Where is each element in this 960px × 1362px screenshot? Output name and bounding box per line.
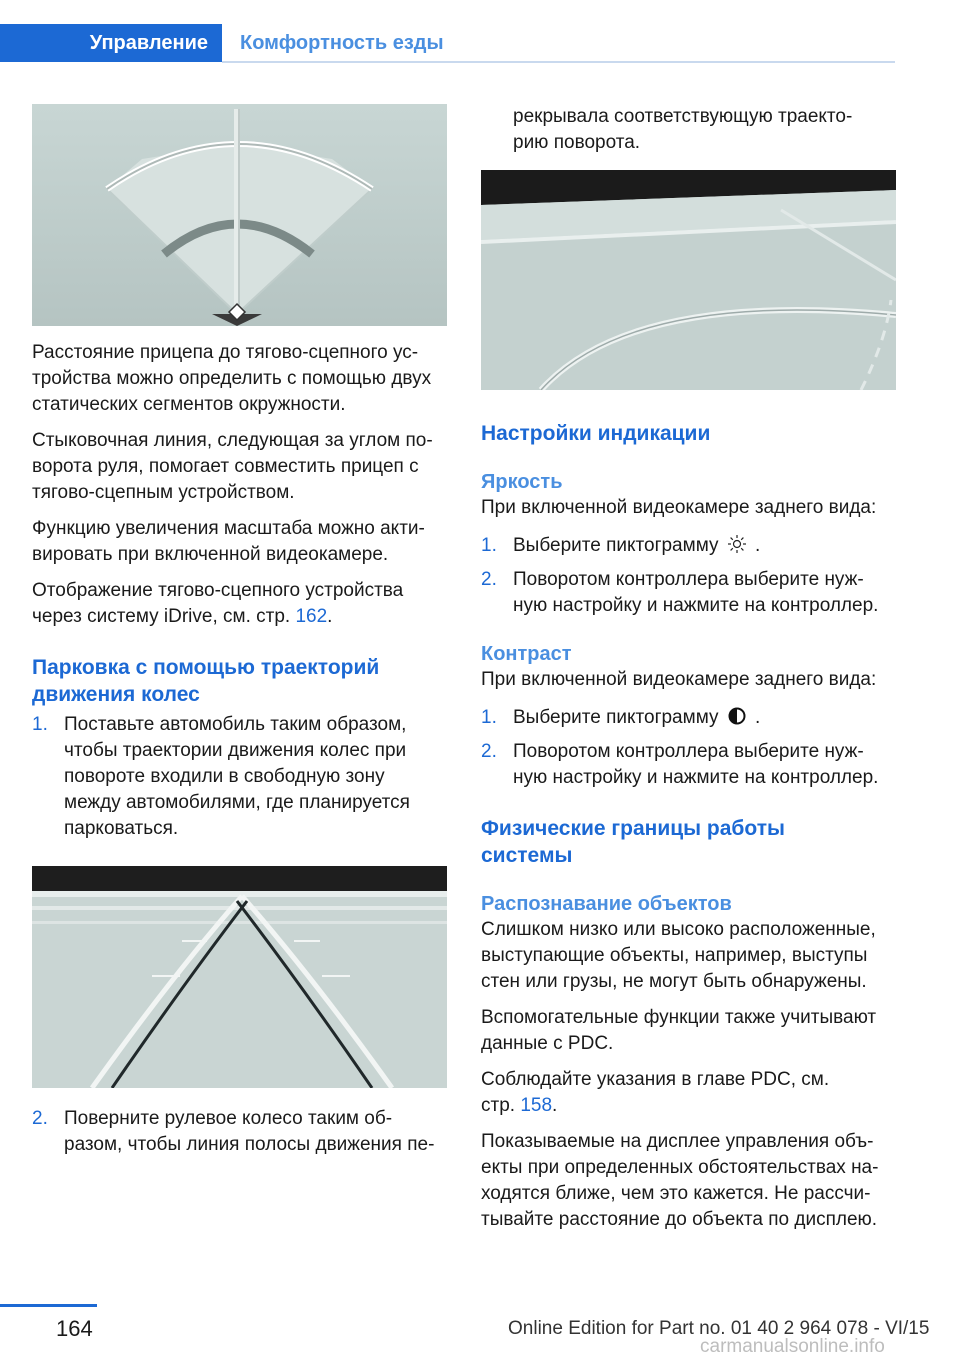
header-tab-active[interactable]: Управление (0, 24, 222, 62)
section-title-parking: Парковка с помощью траекторий движения колес (32, 656, 380, 706)
brightness-step-2: 2. Поворотом контроллера выберите нуж- ную настройку и нажмите на контроллер. (481, 569, 879, 616)
step-number: 2. (481, 569, 497, 590)
page-header (0, 24, 895, 62)
step-number: 2. (32, 1108, 48, 1129)
paragraph-undetectable-objects: Слишком низко или высоко расположенные, выступающие объекты, например, выступы стен или грузы, не могут быть обнаружены. (481, 919, 876, 992)
paragraph-pdc-reference: Соблюдайте указания в главе PDC, см. стр. 158. (481, 1069, 830, 1116)
step-2: 2. Поверните рулевое колесо таким об- разом, чтобы линия полосы движения пе- (32, 1108, 435, 1155)
section-title-display-settings: Настройки индикации (481, 422, 711, 445)
page-link-158[interactable]: 158 (520, 1095, 553, 1116)
lane-line-figure (481, 170, 896, 390)
header-divider (222, 61, 895, 63)
step-number: 1. (32, 714, 48, 735)
paragraph-distance: Расстояние прицепа до тягово-сцепного ус- тройства можно определить с помощью двух статических сегментов окружности. (32, 342, 432, 415)
brightness-intro: При включенной видеокамере заднего вида: (481, 497, 877, 518)
contrast-intro: При включенной видеокамере заднего вида: (481, 669, 877, 690)
wheel-path-figure (32, 866, 447, 1088)
step-number: 1. (481, 535, 497, 556)
edition-text: Online Edition for Part no. 01 40 2 964 078 - VI/15 (508, 1318, 930, 1339)
brightness-icon (724, 534, 750, 554)
page-number: 164 (56, 1316, 93, 1341)
footer-divider (0, 1304, 97, 1307)
paragraph-zoom: Функцию увеличения масштаба можно акти- вировать при включенной видеокамере. (32, 518, 425, 565)
subsection-title-contrast: Контраст (481, 643, 572, 665)
step-number: 2. (481, 741, 497, 762)
watermark: carmanualsonline.info (700, 1336, 885, 1357)
paragraph-display-distance-warning: Показываемые на дисплее управления объ- екты при определенных обстоятельствах на- ходятся ближе, чем это кажется. Не рассчи- тывайте расстояние до объекта по дисплею. (481, 1131, 879, 1230)
section-title-system-limits: Физические границы работы системы (481, 817, 785, 867)
right-column (481, 104, 896, 1243)
contrast-step-1: 1. Выберите пиктограмму . (481, 705, 896, 731)
paragraph-pdc-data: Вспомогательные функции также учитывают данные с PDC. (481, 1007, 877, 1054)
brightness-step-1: 1. Выберите пиктограмму . (481, 533, 896, 559)
step-number: 1. (481, 707, 497, 728)
paragraph-hitch-display: Отображение тягово-сцепного устройства через систему iDrive, см. стр. 162. (32, 580, 404, 627)
contrast-step-2: 2. Поворотом контроллера выберите нуж- ную настройку и нажмите на контроллер. (481, 741, 879, 788)
paragraph-docking-line: Стыковочная линия, следующая за углом по- ворота руля, помогает совместить прицеп с тягово-сцепным устройством. (32, 430, 433, 503)
step-2-continued: рекрывала соответствующую траекто- рию поворота. (513, 106, 853, 153)
step-1: 1. Поставьте автомобиль таким образом, чтобы траектории движения колес при повороте входили в свободную зону между автомобилями, где планируется парковаться. (32, 714, 410, 839)
contrast-icon (724, 706, 750, 726)
page-link-162[interactable]: 162 (295, 606, 328, 627)
hitch-view-figure (32, 104, 447, 326)
left-column (32, 104, 450, 1158)
subsection-title-object-detection: Распознавание объектов (481, 893, 732, 915)
header-tab-inactive[interactable]: Комфортность езды (240, 32, 444, 54)
subsection-title-brightness: Яркость (481, 471, 563, 493)
